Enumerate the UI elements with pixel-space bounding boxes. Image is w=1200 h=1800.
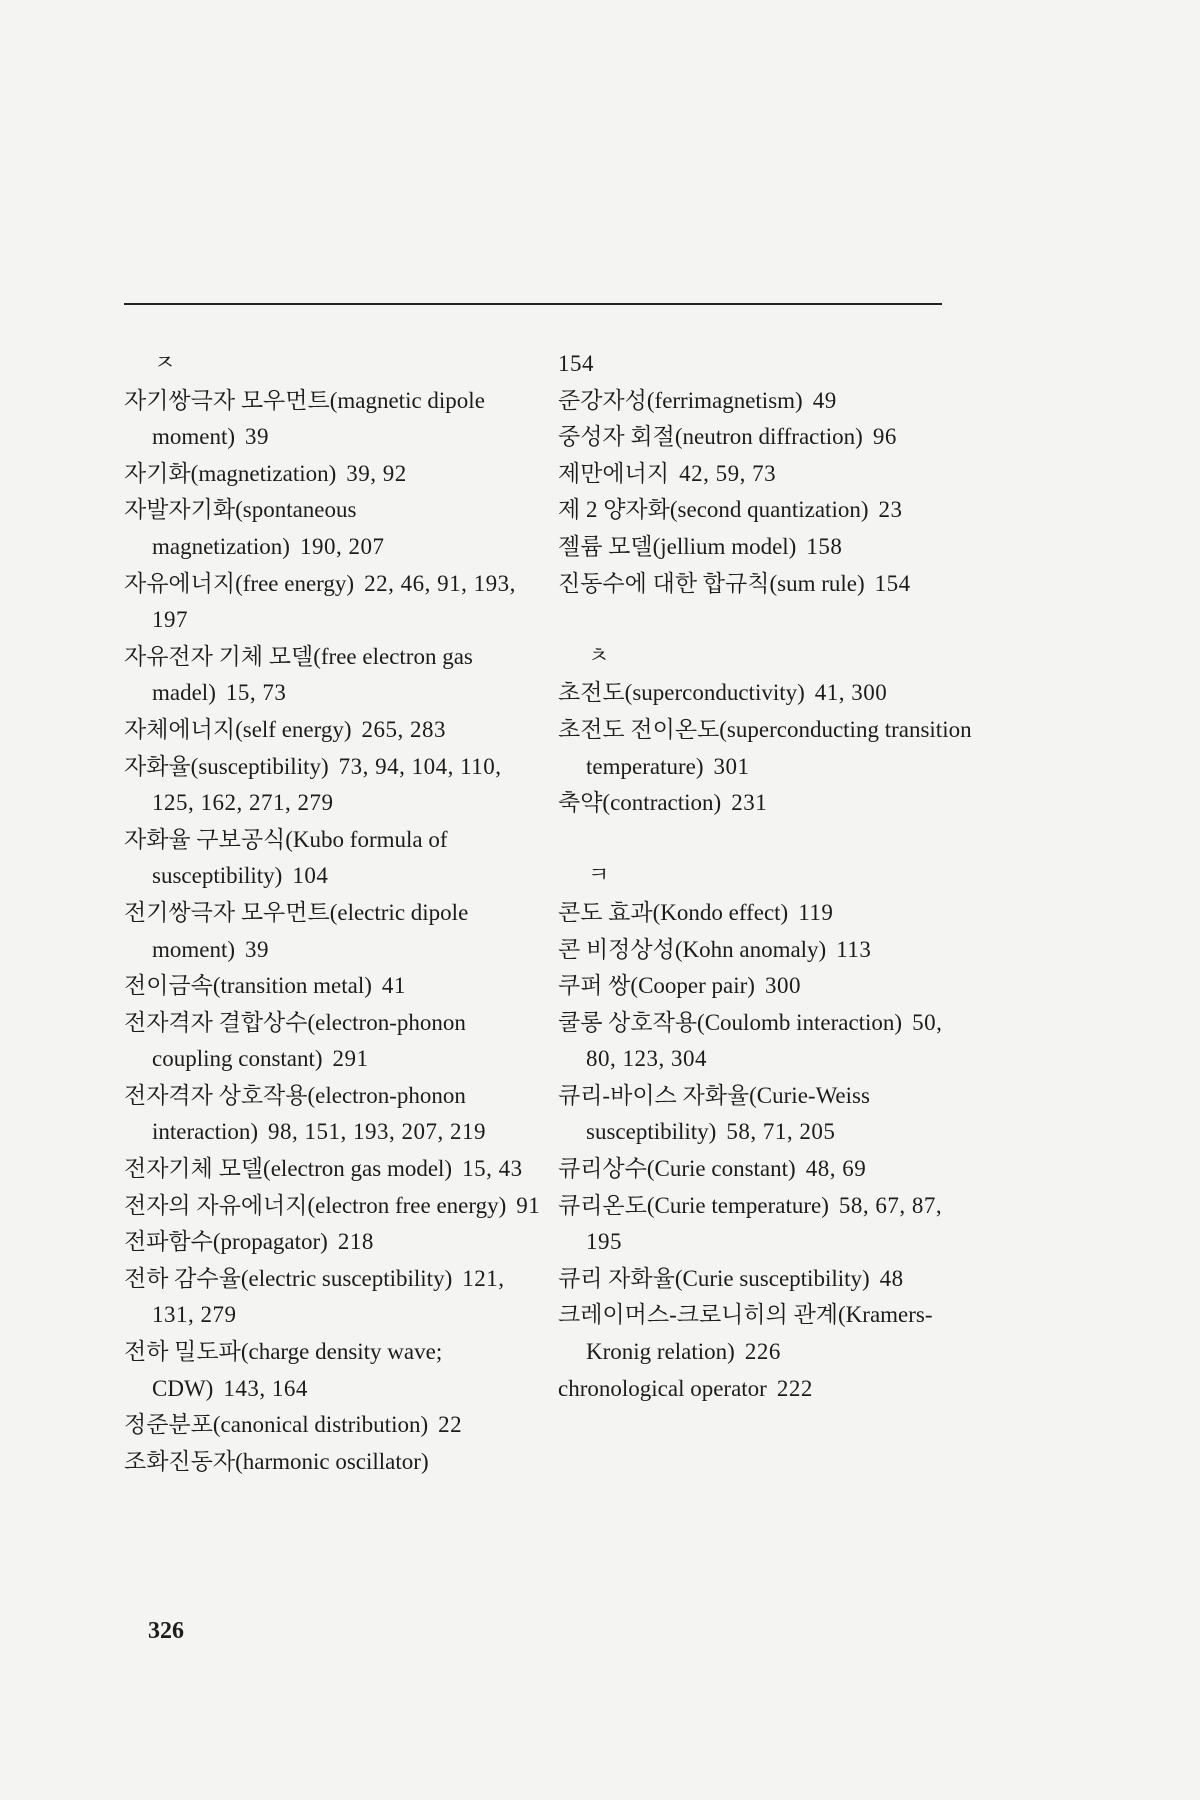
entry-term: 자발자기화(spontaneous magnetization) <box>124 497 357 559</box>
entry-pages: 113 <box>836 936 872 962</box>
entry-term: 전자의 자유에너지(electron free energy) <box>124 1192 507 1218</box>
entry-term: 전이금속(transition metal) <box>124 973 372 999</box>
entry-term: 자화율 구보공식(Kubo formula of susceptibility) <box>124 826 448 889</box>
index-entry <box>124 639 544 712</box>
entry-term: 큐리상수(Curie constant) <box>558 1156 796 1182</box>
index-entry <box>558 492 978 529</box>
entry-term: 쿨롱 상호작용(Coulomb interaction) <box>558 1009 903 1035</box>
index-entry <box>558 456 978 493</box>
index-entry <box>124 492 544 565</box>
index-entry <box>124 1078 544 1151</box>
entry-pages: 48, 69 <box>805 1156 867 1182</box>
index-entry-continuation <box>558 346 978 383</box>
index-entry <box>558 1261 978 1298</box>
entry-term: 자화율(susceptibility) <box>124 753 329 779</box>
index-entry <box>558 1005 978 1078</box>
page-number: 326 <box>148 1618 184 1644</box>
index-entry <box>558 785 978 822</box>
section-heading-ch: ㅊ <box>588 643 610 669</box>
index-entry <box>124 456 544 493</box>
entry-term: 축약(contraction) <box>558 790 722 816</box>
entry-term: 콘도 효과(Kondo effect) <box>558 899 789 925</box>
index-entry <box>558 383 978 420</box>
entry-term: 큐리온도(Curie temperature) <box>558 1192 829 1218</box>
entry-pages: 121, 131, 279 <box>152 1265 505 1328</box>
index-entry <box>124 1224 544 1261</box>
entry-term: 전자격자 상호작용(electron-phonon interaction) <box>124 1082 466 1145</box>
entry-term: chronological operator <box>558 1375 767 1401</box>
entry-term: 전자기체 모델(electron gas model) <box>124 1156 453 1182</box>
index-entry <box>558 968 978 1005</box>
index-entry <box>124 1407 544 1444</box>
entry-pages: 154 <box>558 351 594 376</box>
index-entry <box>558 1371 978 1408</box>
index-entry <box>124 1261 544 1334</box>
index-entry <box>124 1005 544 1078</box>
entry-pages: 39 <box>245 424 270 450</box>
index-entry <box>124 749 544 822</box>
entry-term: 제 2 양자화(second quantization) <box>558 497 869 523</box>
entry-pages: 96 <box>872 424 897 450</box>
entry-pages: 119 <box>798 899 834 925</box>
entry-pages: 15, 73 <box>225 680 287 706</box>
entry-term: 자유전자 기체 모델(free electron gas madel) <box>124 643 473 706</box>
entry-pages: 265, 283 <box>361 716 447 742</box>
index-entry <box>558 712 978 785</box>
index-entry <box>124 383 544 456</box>
index-entry <box>558 1151 978 1188</box>
entry-term: 조화진동자(harmonic oscillator) <box>124 1448 429 1474</box>
entry-pages: 50, 80, 123, 304 <box>586 1009 943 1072</box>
index-entry <box>558 566 978 603</box>
entry-pages: 39 <box>245 936 270 962</box>
index-entry <box>124 1444 544 1481</box>
entry-term: 전기쌍극자 모우먼트(electric dipole moment) <box>124 899 469 962</box>
entry-pages: 39, 92 <box>346 460 407 486</box>
index-entry <box>558 675 978 712</box>
entry-pages: 98, 151, 193, 207, 219 <box>268 1119 487 1145</box>
entry-term: 큐리-바이스 자화율(Curie-Weiss susceptibility) <box>558 1082 870 1145</box>
entry-pages: 301 <box>713 753 750 779</box>
entry-term: 진동수에 대한 합규칙(sum rule) <box>558 570 865 596</box>
index-entry <box>558 529 978 566</box>
index-entry <box>124 1188 544 1225</box>
entry-pages: 218 <box>337 1229 374 1255</box>
index-entry <box>558 932 978 969</box>
entry-term: 자기화(magnetization) <box>124 460 337 486</box>
entry-term: 전자격자 결합상수(electron-phonon coupling constant) <box>124 1009 466 1072</box>
entry-term: 젤륨 모델(jellium model) <box>558 533 797 559</box>
entry-pages: 104 <box>292 863 329 889</box>
entry-term: 준강자성(ferrimagnetism) <box>558 387 803 413</box>
entry-pages: 23 <box>878 497 903 523</box>
entry-term: 초전도 전이온도(superconducting transition temperature) <box>558 716 972 779</box>
entry-pages: 58, 71, 205 <box>726 1119 836 1145</box>
entry-pages: 143, 164 <box>223 1375 308 1401</box>
section-heading-k: ㅋ <box>588 863 610 889</box>
entry-pages: 58, 67, 87, 195 <box>586 1192 943 1255</box>
entry-pages: 190, 207 <box>299 533 385 559</box>
header-rule <box>124 303 942 305</box>
entry-pages: 226 <box>744 1339 781 1365</box>
entry-term: 쿠퍼 쌍(Cooper pair) <box>558 973 755 999</box>
entry-term: 크레이머스-크로니히의 관계(Kramers-Kronig relation) <box>558 1302 933 1365</box>
index-entry <box>124 895 544 968</box>
entry-term: 자체에너지(self energy) <box>124 716 352 742</box>
entry-pages: 300 <box>764 973 801 999</box>
index-entry <box>124 712 544 749</box>
entry-pages: 22, 46, 91, 193, 197 <box>152 570 516 633</box>
entry-pages: 158 <box>806 533 843 559</box>
entry-term: 전하 밀도파(charge density wave; CDW) <box>124 1339 443 1401</box>
entry-pages: 154 <box>874 570 911 596</box>
index-entry <box>558 1188 978 1261</box>
entry-term: 정준분포(canonical distribution) <box>124 1412 429 1438</box>
index-entry <box>124 1334 544 1407</box>
entry-term: 중성자 회절(neutron diffraction) <box>558 424 863 450</box>
index-column-right <box>558 346 978 1407</box>
entry-term: 자기쌍극자 모우먼트(magnetic dipole moment) <box>124 387 485 450</box>
entry-pages: 222 <box>776 1375 813 1401</box>
entry-pages: 41, 300 <box>814 680 888 706</box>
index-entry <box>558 1078 978 1151</box>
entry-term: 전하 감수율(electric susceptibility) <box>124 1265 453 1291</box>
index-entry <box>124 968 544 1005</box>
entry-term: 자유에너지(free energy) <box>124 570 355 596</box>
entry-term: 전파함수(propagator) <box>124 1229 328 1255</box>
entry-pages: 49 <box>812 387 837 413</box>
section-gap <box>558 822 978 859</box>
index-entry <box>124 566 544 639</box>
entry-term: 콘 비정상성(Kohn anomaly) <box>558 936 827 962</box>
entry-pages: 48 <box>879 1265 904 1291</box>
index-column-left <box>124 346 544 1480</box>
entry-pages: 73, 94, 104, 110, 125, 162, 271, 279 <box>152 753 502 816</box>
entry-pages: 41 <box>381 973 406 999</box>
index-entry <box>558 895 978 932</box>
section-gap <box>558 602 978 639</box>
entry-pages: 15, 43 <box>462 1156 523 1182</box>
index-entry <box>558 419 978 456</box>
entry-term: 제만에너지 <box>558 460 670 486</box>
entry-pages: 291 <box>332 1046 369 1072</box>
section-heading-j: ㅈ <box>154 351 176 376</box>
entry-term: 큐리 자화율(Curie susceptibility) <box>558 1265 870 1291</box>
entry-pages: 22 <box>438 1412 463 1438</box>
entry-pages: 231 <box>731 790 768 816</box>
entry-pages: 91 <box>516 1192 541 1218</box>
entry-pages: 42, 59, 73 <box>679 460 777 486</box>
index-entry <box>124 822 544 895</box>
index-entry <box>558 1297 978 1370</box>
entry-term: 초전도(superconductivity) <box>558 680 805 706</box>
index-entry <box>124 1151 544 1188</box>
